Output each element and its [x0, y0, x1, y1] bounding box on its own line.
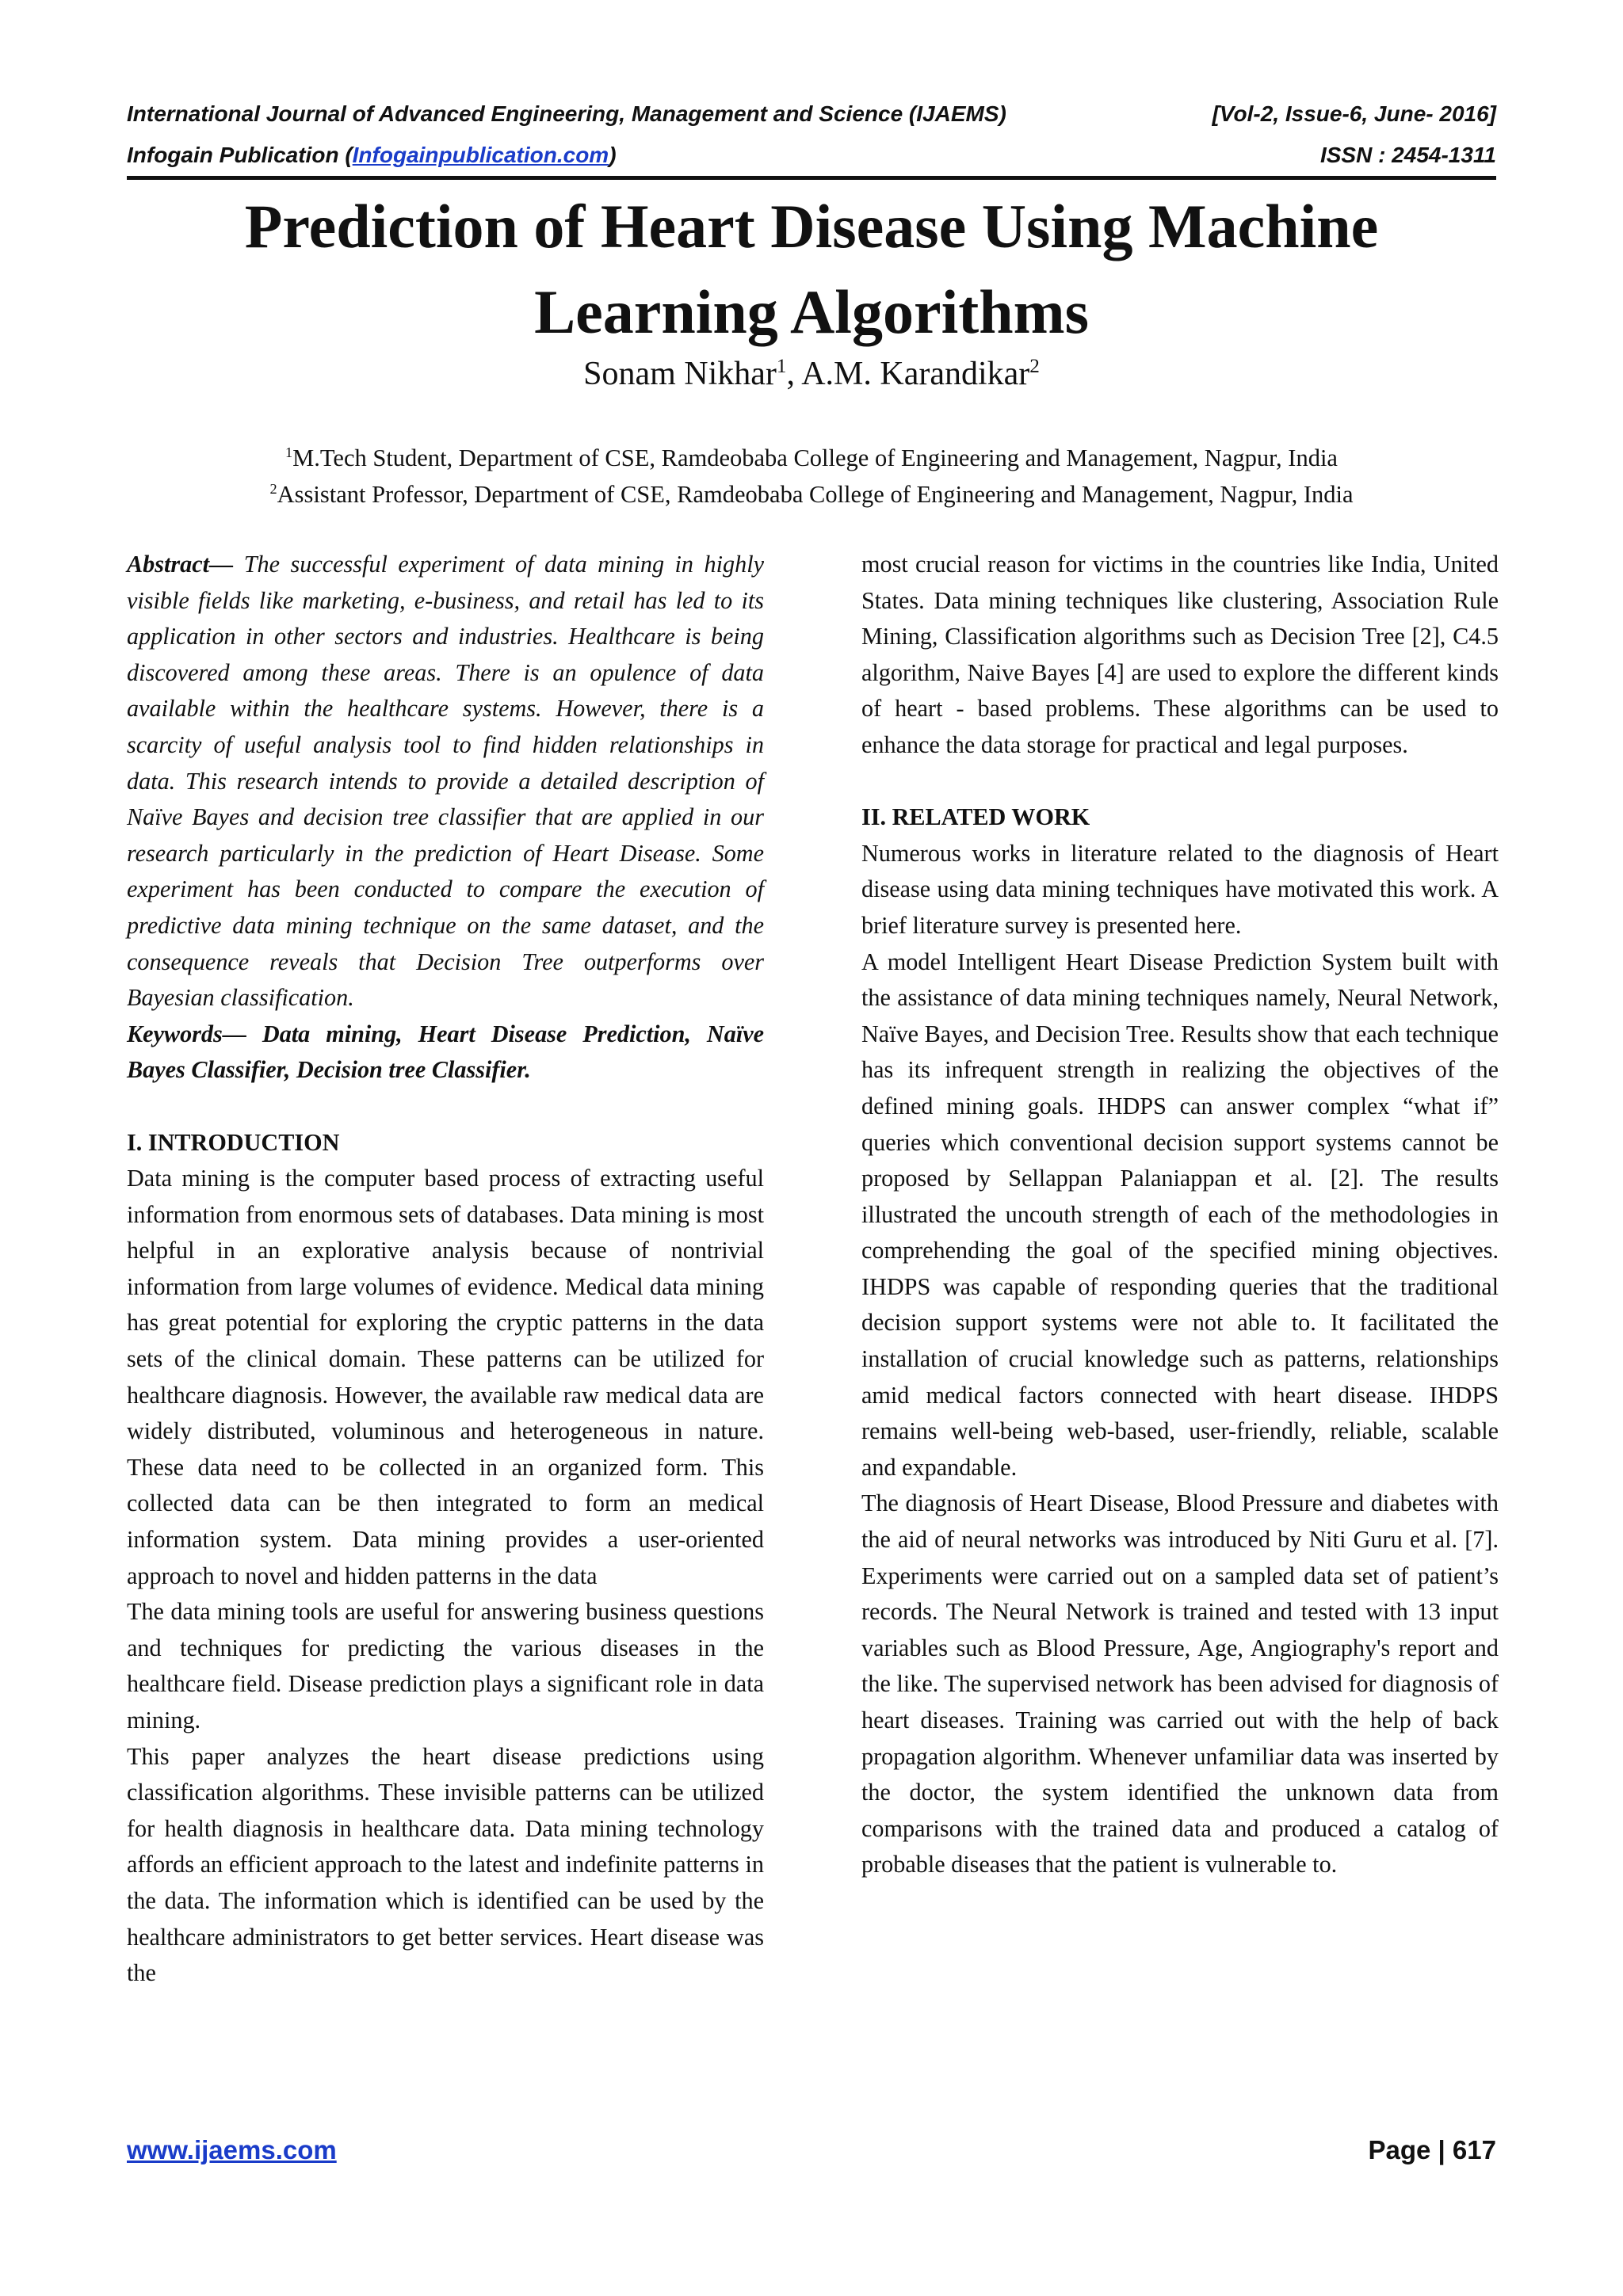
intro-paragraph-4: most crucial reason for victims in the countries like India, United States. Data mining techniques like clustering, Association Rule Mining, Classification algorithms such as Decision Tree [2], C4.5 algorithm, Naive Bayes [4] are used to explore the different kinds of heart - based problems. These algorithms can be used to enhance the data storage for practical and legal purposes.: [861, 551, 1499, 758]
abstract: [127, 547, 764, 1016]
affiliation-1-mark: 1: [285, 444, 293, 460]
publisher: [127, 139, 617, 171]
affiliation-2-text: Assistant Professor, Department of CSE, Ramdeobaba College of Engineering and Management, Nagpur, India: [277, 481, 1354, 508]
author-list: [127, 353, 1496, 395]
publisher-link[interactable]: Infogainpublication.com: [352, 143, 609, 167]
right-column: [861, 547, 1499, 1883]
related-paragraph-3: The diagnosis of Heart Disease, Blood Pressure and diabetes with the aid of neural networks was introduced by Niti Guru et al. [7]. Experiments were carried out on a sampled data set of patient’s records. The Neural Network is trained and tested with 13 input variables such as Blood Pressure, Age, Angiography's report and the like. The supervised network has been advised for diagnosis of heart diseases. Training was carried out with the help of back propagation algorithm. Whenever unfamiliar data was inserted by the doctor, the system identified the unknown data from comparisons with the trained data and produced a catalog of probable diseases that the patient is vulnerable to.: [861, 1489, 1499, 1878]
publisher-prefix: Infogain Publication (: [127, 143, 353, 167]
author-2-affil-mark: 2: [1029, 356, 1040, 377]
keywords: Keywords— Data mining, Heart Disease Prediction, Naïve Bayes Classifier, Decision tree Classifier.: [127, 1020, 764, 1084]
section-heading-related-work: II. RELATED WORK: [861, 803, 1090, 831]
title-line-2: Learning Algorithms: [534, 277, 1089, 346]
abstract-text: The successful experiment of data mining in highly visible fields like marketing, e-business, and retail has led to its application in other sectors and industries. Healthcare is being discovered among these areas. There is an opulence of data available within the healthcare systems. However, there is a scarcity of useful analysis tool to find hidden relationships in data. This research intends to provide a detailed description of Naïve Bayes and decision tree classifier that are applied in our research particularly in the prediction of Heart Disease. Some experiment has been conducted to compare the execution of predictive data mining technique on the same dataset, and the consequence reveals that Decision Tree outperforms over Bayesian classification.: [127, 551, 764, 1012]
affiliation-1-text: M.Tech Student, Department of CSE, Ramdeobaba College of Engineering and Management, Nagpur, India: [292, 444, 1338, 471]
affiliation-1: [127, 441, 1496, 475]
intro-paragraph-3: This paper analyzes the heart disease predictions using classification algorithms. These invisible patterns can be utilized for health diagnosis in healthcare data. Data mining technology affords an efficient approach to the latest and indefinite patterns in the data. The information which is identified can be used by the healthcare administrators to get better services. Heart disease was the: [127, 1742, 764, 1987]
left-column: [127, 547, 764, 1992]
header-divider: [127, 176, 1496, 180]
section-heading-introduction: I. INTRODUCTION: [127, 1128, 340, 1156]
affiliation-2: [127, 477, 1496, 512]
journal-name: International Journal of Advanced Engineering, Management and Science (IJAEMS): [127, 101, 1006, 126]
affiliation-2-mark: 2: [269, 480, 277, 497]
page-footer: [127, 2133, 1496, 2168]
page-number: Page | 617: [1368, 2135, 1496, 2164]
related-paragraph-1: Numerous works in literature related to the diagnosis of Heart disease using data mining techniques have motivated this work. A brief literature survey is presented here.: [861, 839, 1499, 939]
intro-paragraph-1: Data mining is the computer based process of extracting useful information from enormous sets of databases. Data mining is most helpful in an explorative analysis because of nontrivial information from large volumes of evidence. Medical data mining has great potential for exploring the cryptic patterns in the data sets of the clinical domain. These patterns can be utilized for healthcare diagnosis. However, the available raw medical data are widely distributed, voluminous and heterogeneous in nature. These data need to be collected in an organized form. This collected data can be then integrated to form an medical information system. Data mining provides a user-oriented approach to novel and hidden patterns in the data: [127, 1165, 764, 1589]
abstract-lead: Abstract—: [127, 551, 234, 578]
spacer: [127, 1089, 764, 1125]
publisher-suffix: ): [609, 143, 617, 167]
author-1-affil-mark: 1: [776, 356, 787, 377]
title-line-1: Prediction of Heart Disease Using Machine: [244, 192, 1379, 261]
running-header-line-2: [127, 139, 1496, 171]
author-1: Sonam Nikhar: [583, 356, 777, 392]
author-separator: ,: [786, 356, 802, 392]
related-paragraph-2: A model Intelligent Heart Disease Prediction System built with the assistance of data mining techniques namely, Neural Network, Naïve Bayes, and Decision Tree. Results show that each technique has its infrequent strength in realizing the objectives of the defined mining goals. IHDPS can answer complex “what if” queries which conventional decision support systems cannot be proposed by Sellappan Palaniappan et al. [2]. The results illustrated the uncouth strength of each of the methodologies in comprehending the goal of the specified mining objectives. IHDPS was capable of responding queries that the traditional decision support systems were not able to. It facilitated the installation of crucial knowledge such as patterns, relationships amid medical factors connected with heart disease. IHDPS remains well-being web-based, user-friendly, reliable, scalable and expandable.: [861, 948, 1499, 1481]
footer-website-link[interactable]: www.ijaems.com: [127, 2135, 337, 2164]
intro-paragraph-2: The data mining tools are useful for answering business questions and techniques for predicting the various diseases in the healthcare field. Disease prediction plays a significant role in data mining.: [127, 1598, 764, 1733]
volume-issue: [Vol-2, Issue-6, June- 2016]: [1212, 101, 1496, 126]
paper-title: [127, 184, 1496, 355]
spacer: [861, 764, 1499, 800]
running-header-line-1: [127, 98, 1496, 130]
author-2: A.M. Karandikar: [801, 356, 1030, 392]
issn: ISSN : 2454-1311: [1319, 143, 1496, 167]
